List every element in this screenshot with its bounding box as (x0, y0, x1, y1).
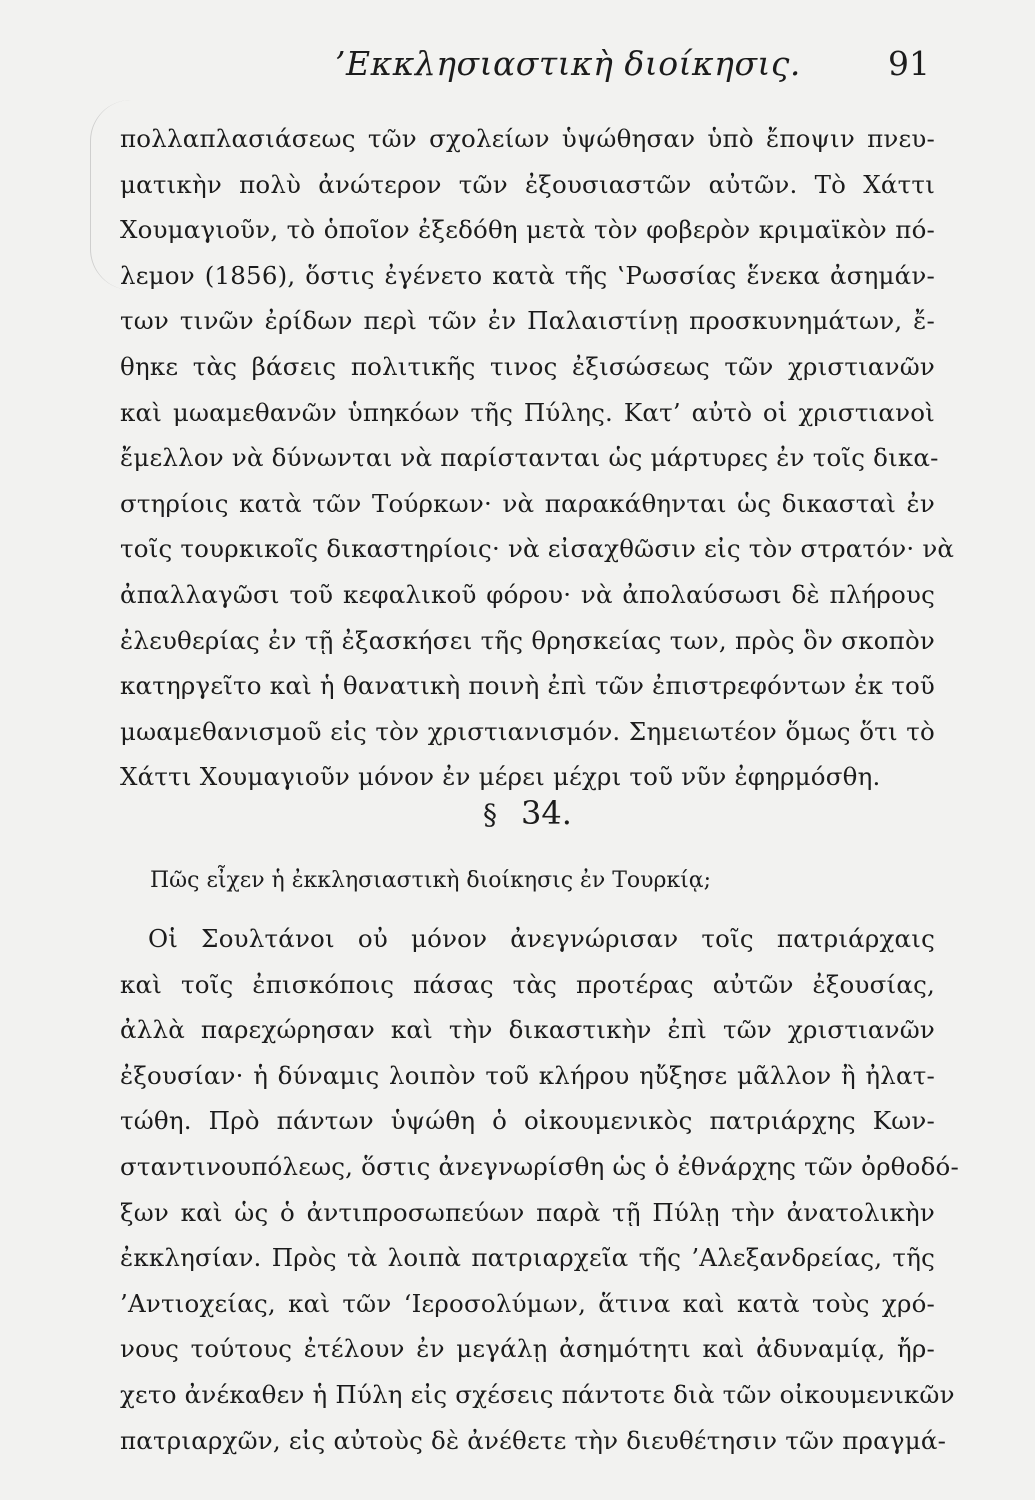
text-line: ξων καὶ ὡς ὁ ἀντιπροσωπεύων παρὰ τῇ Πύλῃ τὴν ἀνατολικὴν (120, 1197, 935, 1227)
text-line: θηκε τὰς βάσεις πολιτικῆς τινος ἐξισώσεως τῶν χριστιανῶν (120, 351, 935, 381)
section-sign: § (483, 798, 498, 831)
text-line: ἐκκλησίαν. Πρὸς τὰ λοιπὰ πατριαρχεῖα τῆς ’Αλεξανδρείας, τῆς (120, 1243, 935, 1273)
page-header (120, 44, 930, 94)
text-line: ἐλευθερίας ἐν τῇ ἐξασκήσει τῆς θρησκείας των, πρὸς ὃν σκοπὸν (120, 625, 935, 655)
text-line: Χάττι Χουμαγιοῦν μόνον ἐν μέρει μέχρι τοῦ νῦν ἐφηρμόσθη. (120, 762, 881, 792)
text-line: σταντινουπόλεως, ὅστις ἀνεγνωρίσθη ὡς ὁ ἐθνάρχης τῶν ὀρθοδό- (120, 1151, 959, 1181)
text-line: των τινῶν ἐρίδων περὶ τῶν ἐν Παλαιστίνῃ προσκυνημάτων, ἔ- (120, 306, 935, 336)
text-line: λεμον (1856), ὅστις ἐγένετο κατὰ τῆς ‛Ρωσσίας ἕνεκα ἀσημάν- (120, 260, 935, 290)
text-line: ἀλλὰ παρεχώρησαν καὶ τὴν δικαστικὴν ἐπὶ τῶν χριστιανῶν (120, 1015, 935, 1045)
running-title: ’Εκκλησιαστικὴ διοίκησις. (335, 44, 801, 83)
text-line: πολλαπλασιάσεως τῶν σχολείων ὑψώθησαν ὑπὸ ἔποψιν πνευ- (120, 124, 935, 153)
text-line: ματικὴν πολὺ ἀνώτερον τῶν ἐξουσιαστῶν αὐτῶν. Τὸ Χάττι (120, 169, 935, 199)
text-line: Χουμαγιοῦν, τὸ ὁποῖον ἐξεδόθη μετὰ τὸν φοβερὸν κριμαϊκὸν πό- (120, 215, 935, 245)
text-line: ’Αντιοχείας, καὶ τῶν ‘Ιεροσολύμων, ἅτινα καὶ κατὰ τοὺς χρό- (120, 1288, 935, 1318)
section-number: 34. (521, 794, 572, 832)
text-line: νους τούτους ἐτέλουν ἐν μεγάλῃ ἀσημότητι καὶ ἀδυναμίᾳ, ἤρ- (120, 1334, 935, 1364)
text-line: πατριαρχῶν, εἰς αὐτοὺς δὲ ἀνέθετε τὴν διευθέτησιν τῶν πραγμά- (120, 1425, 947, 1455)
text-line: ἔμελλον νὰ δύνωνται νὰ παρίστανται ὡς μάρτυρες ἐν τοῖς δικα- (120, 443, 939, 473)
section-heading (120, 794, 935, 832)
text-line: ἀπαλλαγῶσι τοῦ κεφαλικοῦ φόρου· νὰ ἀπολαύσωσι δὲ πλήρους (120, 579, 935, 609)
text-line: χετο ἀνέκαθεν ἡ Πύλη εἰς σχέσεις πάντοτε διὰ τῶν οἰκουμενικῶν (120, 1379, 955, 1409)
paragraph-1 (120, 116, 955, 800)
text-line: καὶ μωαμεθανῶν ὑπηκόων τῆς Πύλης. Κατ’ αὐτὸ οἱ χριστιανοὶ (120, 397, 935, 427)
text-line: Οἱ Σουλτάνοι οὐ μόνον ἀνεγνώρισαν τοῖς πατριάρχαις (148, 924, 935, 953)
text-line: κατηργεῖτο καὶ ἡ θανατικὴ ποινὴ ἐπὶ τῶν ἐπιστρεφόντων ἐκ τοῦ (120, 671, 935, 701)
section-question: Πῶς εἶχεν ἡ ἐκκλησιαστικὴ διοίκησις ἐν Τουρκίᾳ; (150, 868, 712, 893)
text-line: ἐξουσίαν· ἡ δύναμις λοιπὸν τοῦ κλήρου ηὔξησε μᾶλλον ἢ ἠλατ- (120, 1060, 935, 1090)
paragraph-2 (120, 916, 959, 1463)
text-line: στηρίοις κατὰ τῶν Τούρκων· νὰ παρακάθηνται ὡς δικασταὶ ἐν (120, 488, 935, 518)
page-body (120, 116, 959, 1455)
text-line: τώθη. Πρὸ πάντων ὑψώθη ὁ οἰκουμενικὸς πατριάρχης Κων- (120, 1106, 935, 1136)
page-number: 91 (888, 44, 930, 83)
text-line: καὶ τοῖς ἐπισκόποις πάσας τὰς προτέρας αὐτῶν ἐξουσίας, (120, 969, 935, 999)
text-line: μωαμεθανισμοῦ εἰς τὸν χριστιανισμόν. Σημειωτέον ὅμως ὅτι τὸ (120, 716, 935, 746)
text-line: τοῖς τουρκικοῖς δικαστηρίοις· νὰ εἰσαχθῶσιν εἰς τὸν στρατόν· νὰ (120, 534, 955, 564)
